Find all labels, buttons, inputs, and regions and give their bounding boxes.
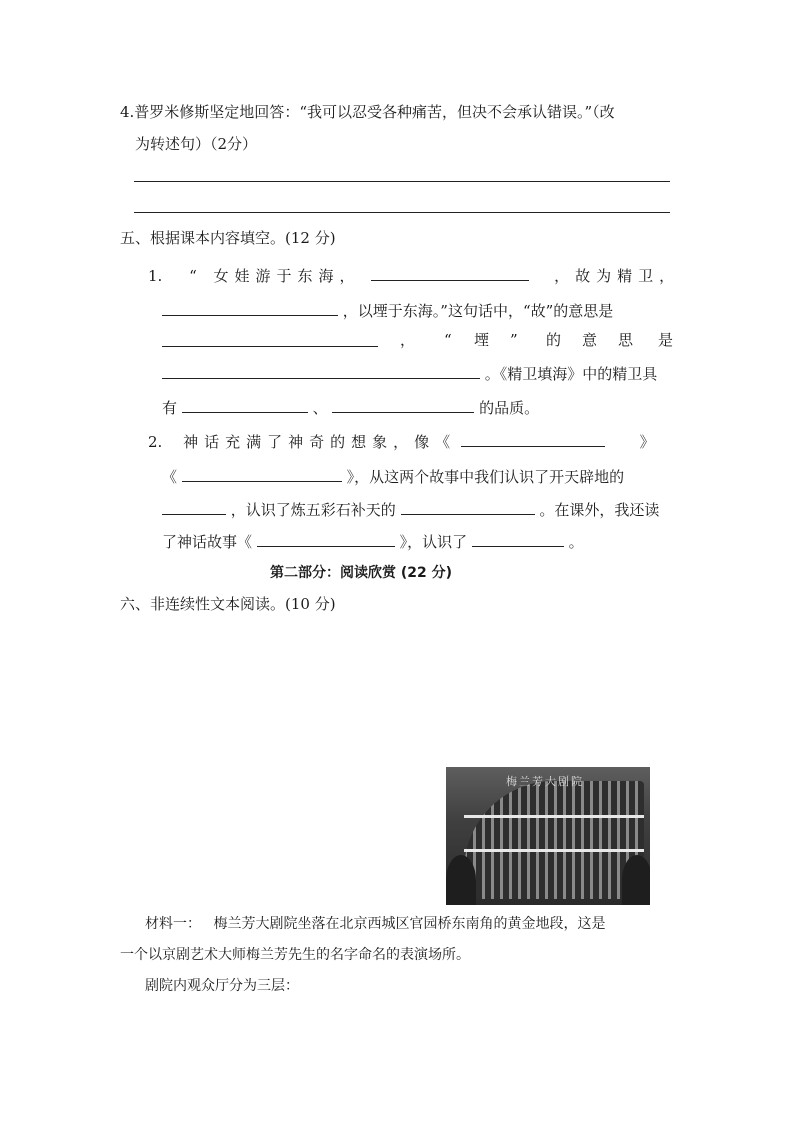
item1-blank-1[interactable]: [371, 264, 529, 281]
item2-text-h: 》，认识了: [399, 533, 468, 551]
item2-text-f: 。在课外，我还读: [539, 501, 660, 519]
item2-row3: [162, 498, 659, 520]
item1-text-c: ，以堙于东海。”这句话中，“故”的意思是: [342, 302, 614, 320]
item1-text-h: 的: [546, 331, 562, 349]
item2-row1: [148, 430, 655, 452]
item1-text-m: 有: [162, 399, 178, 417]
item2-text-a: 神话充满了神奇的想象，像《: [183, 433, 457, 451]
item1-blank-3[interactable]: [162, 330, 378, 347]
theater-light-band: [464, 815, 644, 818]
item2-number: 2.: [148, 433, 163, 451]
item2-blank-6[interactable]: [472, 530, 564, 547]
answer-line-2[interactable]: [134, 212, 670, 213]
item1-row5: [162, 396, 539, 418]
part2-title: 第二部分：阅读欣赏 (22 分): [270, 565, 453, 581]
item2-blank-2[interactable]: [182, 465, 342, 482]
theater-light-band: [464, 849, 644, 852]
item1-blank-4[interactable]: [162, 362, 480, 379]
section5-heading: 五、根据课本内容填空。(12 分): [120, 229, 336, 247]
item1-row2: [162, 299, 613, 321]
item1-text-a: “ 女娃游于东海，: [189, 267, 361, 285]
material1-label: 材料一：: [145, 916, 201, 932]
item2-text-e: ，认识了炼五彩石补天的: [230, 501, 396, 519]
item1-text-e: “: [444, 331, 452, 349]
theater-building: [464, 781, 644, 899]
theater-sign: 梅兰芳大剧院: [506, 775, 584, 788]
item1-number: 1.: [148, 267, 163, 285]
item1-row4: [162, 362, 657, 384]
material1-line1: [145, 914, 605, 934]
answer-line-1[interactable]: [134, 181, 670, 182]
item2-text-i: 。: [568, 533, 584, 551]
item2-text-g: 了神话故事《: [162, 533, 253, 551]
item2-text-c: 《: [162, 468, 178, 486]
item2-row2: [162, 465, 624, 487]
material1-line2: 一个以京剧艺术大师梅兰芳先生的名字命名的表演场所。: [120, 947, 470, 963]
item1-text-g: ”: [510, 331, 518, 349]
item1-text-j: 思: [618, 331, 634, 349]
item2-blank-4[interactable]: [401, 498, 535, 515]
item1-text-n: 、: [312, 399, 328, 417]
item1-row1: [148, 264, 680, 286]
item2-row4: [162, 530, 584, 552]
tree: [622, 855, 650, 905]
item1-text-d: ，: [400, 331, 416, 349]
item1-text-k: 是: [658, 331, 674, 349]
item2-text-b: 》: [639, 433, 655, 451]
material1-line3: 剧院内观众厅分为三层：: [145, 978, 299, 994]
item1-blank-6[interactable]: [332, 396, 474, 413]
item2-blank-1[interactable]: [461, 430, 605, 447]
item1-blank-2[interactable]: [162, 299, 338, 316]
item1-blank-5[interactable]: [182, 396, 308, 413]
tree: [446, 855, 476, 905]
material1-text-1: 梅兰芳大剧院坐落在北京西城区官园桥东南角的黄金地段，这是: [213, 916, 606, 932]
item2-text-d: 》，从这两个故事中我们认识了开天辟地的: [346, 468, 625, 486]
item1-text-o: 的品质。: [479, 399, 540, 417]
item2-blank-3[interactable]: [162, 498, 226, 515]
item1-text-f: 堙: [474, 331, 490, 349]
theater-photo: [446, 767, 650, 905]
item2-blank-5[interactable]: [257, 530, 395, 547]
section6-heading: 六、非连续性文本阅读。(10 分): [120, 595, 336, 613]
item1-text-l: 。《精卫填海》中的精卫具: [484, 365, 658, 383]
q4-line1: 4.普罗米修斯坚定地回答：“我可以忍受各种痛苦，但决不会承认错误。”（改: [120, 103, 615, 121]
item1-text-b: ，故为精卫，: [554, 267, 681, 285]
q4-line2: 为转述句）（2分）: [135, 135, 258, 153]
item1-row3: [162, 330, 674, 352]
item1-text-i: 意: [582, 331, 598, 349]
